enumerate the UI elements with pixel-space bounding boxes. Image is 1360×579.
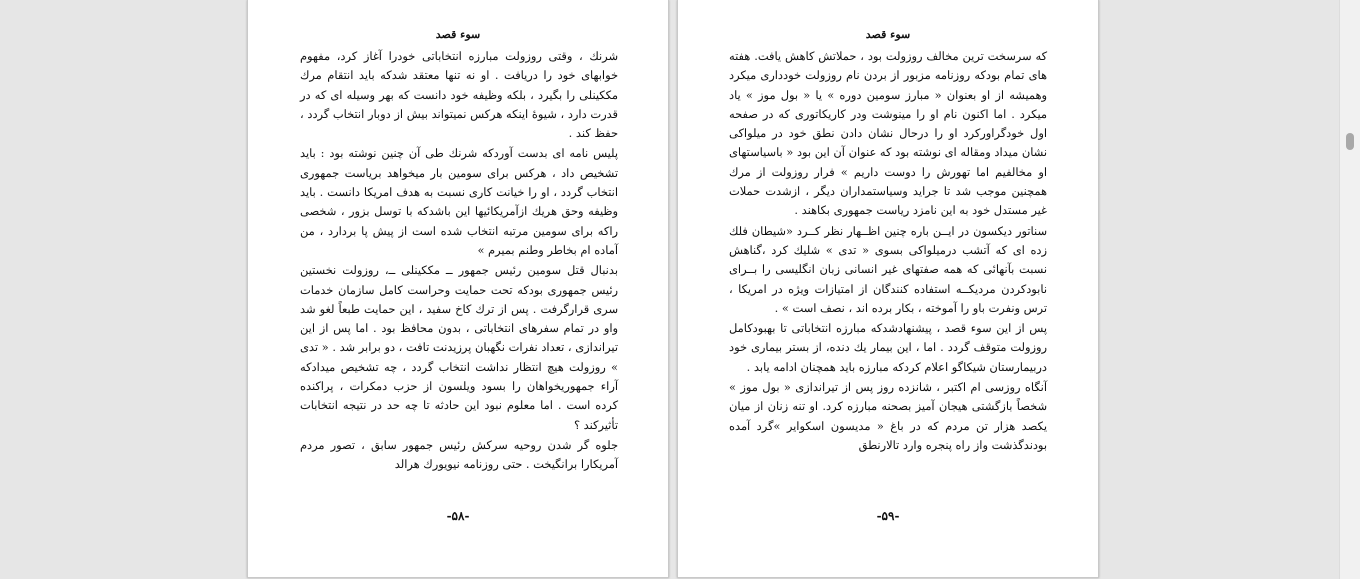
- running-header: سوء قصد: [865, 28, 911, 41]
- paragraph: جلوه گر شدن روحیه سرکش رئیس جمهور سابق ، تصور مردم آمریكارا برانگیخت . حتی روزنامه نیویورك هرالد: [300, 437, 618, 472]
- page-text: [300, 47, 618, 475]
- paragraph: آنگاه روزسی ام اكتبر ، شانزده روز پس از تیراندازی « بول موز » شخصاً بازگشتی هیجان آمیز بصحنه مبارزه كرد. او تنه زنان از میان یكصد هزار تن مردم كه در باغ « مدیسون اسكوایر »گرد آمده بودندگذشت واز راه پنجره وارد تالارنطق: [729, 380, 1047, 452]
- paragraph: پلیس نامه ای بدست آوردكه شرنك طی آن چنین نوشته بود : باید تشخیص داد ، هرکس برای سومین بار میخواهد بریاست جمهوری انتخاب گردد ، او را خیانت کاری نسبت به هدف امریكا دانست . باید وظیفه وحق هریك ازآمریكائیها این باشدكه با توسل بزور ، شخصی راكه برای سومین مرتبه انتخاب شده است از پیش پا بردارد ، من آماده ام بخاطر وطنم بمیرم »: [300, 146, 618, 257]
- page-number: -۵۸-: [446, 509, 470, 523]
- scrollbar-thumb[interactable]: [1346, 133, 1354, 150]
- running-header: سوء قصد: [435, 28, 481, 41]
- page-58: [247, 0, 669, 578]
- paragraph: سناتور دیكسون در ایــن باره چنین اظــهار نظر كــرد «شیطان فلك زده ای كه آتشب درمیلواكی بسوی « تدی » شلیك كرد ،گناهش نسبت بآنهائی كه همه صفتهای غیر انسانی زبان انگلیسی را بــرای نابودكردن مردیكــه استفاده كنندگان از امتیازات ویژه در امریكا ، ترس ونفرت باو را آموخته ، بكار برده اند ، نصف است » .: [729, 223, 1047, 315]
- page-59: [677, 0, 1099, 578]
- paragraph: که سرسخت ترین مخالف روزولت بود ، حملاتش كاهش یافت. هفته های تمام بودكه روزنامه مزبور از بردن نام روزولت خودداری میكرد وهمیشه از او بعنوان « مبارز سومین دوره » یا « بول موز » یاد میكرد . اما اكنون نام او را مینوشت ودر كاریكاتوری كه در صفحه اول خودگراوركرد او را درحال نشان دادن نطق خود در میلواكی نشان میداد ومقاله ای نوشته بود كه عنوان آن این بود « باسیاستهای او مخالفیم اما تهورش را دوست داریم » فرار روزولت از مرك همچنین موجب شد تا جراید وسیاستمداران دیگر ، ازشدت حملات غیر مستدل خود به این نامزد ریاست جمهوری بكاهند .: [729, 49, 1047, 218]
- paragraph: بدنبال قتل سومین رئیس جمهور ــ مككینلی ــ، روزولت نخستین رئیس جمهوری بودكه تحت حمایت وحراست كامل سازمان خدمات سری قرارگرفت . پس از ترك كاخ سفید ، این حمایت طبعاً لغو شد واو در تمام سفرهای انتخاباتی ، بدون محافظ بود . اما پس از این تیراندازی ، تعداد نفرات نگهبان پرزیدنت تافت ، دو برابر شد . « تدی » روزولت هیچ انتظار نداشت انتخاب گردد ، چه تشخیص میدادكه آراء جمهوریخواهان را بسود ویلسون از حزب دمكرات ، پراكنده كرده است . اما معلوم نبود این حادثه تا چه حد در نتیجه انتخابات تأثیركند ؟: [300, 263, 618, 432]
- page-number: -۵۹-: [876, 509, 900, 523]
- vertical-scrollbar[interactable]: [1339, 0, 1360, 579]
- paragraph: پس از این سوء قصد ، پیشنهادشدكه مبارزه انتخاباتی تا بهبودكامل روزولت متوقف گردد . اما ، این بیمار یك دنده، از بستر بیماری خود دربیمارستان شیكاگو اعلام كردكه مبارزه باید همچنان ادامه یابد .: [729, 321, 1047, 374]
- page-text: [729, 47, 1047, 455]
- paragraph: شرنك ، وقتی روزولت مبارزه انتخاباتی خودرا آغاز کرد، مفهوم خوابهای خود را دریافت . او نه تنها معتقد شدکه باید انتقام مرك مككینلی را بگیرد ، بلكه وظیفه خود دانست که بهر وسیله ای که در قدرت دارد ، شیوهٔ اینكه هرکس نمیتواند بیش از دوبار انتخاب گردد ، حفظ كند .: [300, 49, 618, 141]
